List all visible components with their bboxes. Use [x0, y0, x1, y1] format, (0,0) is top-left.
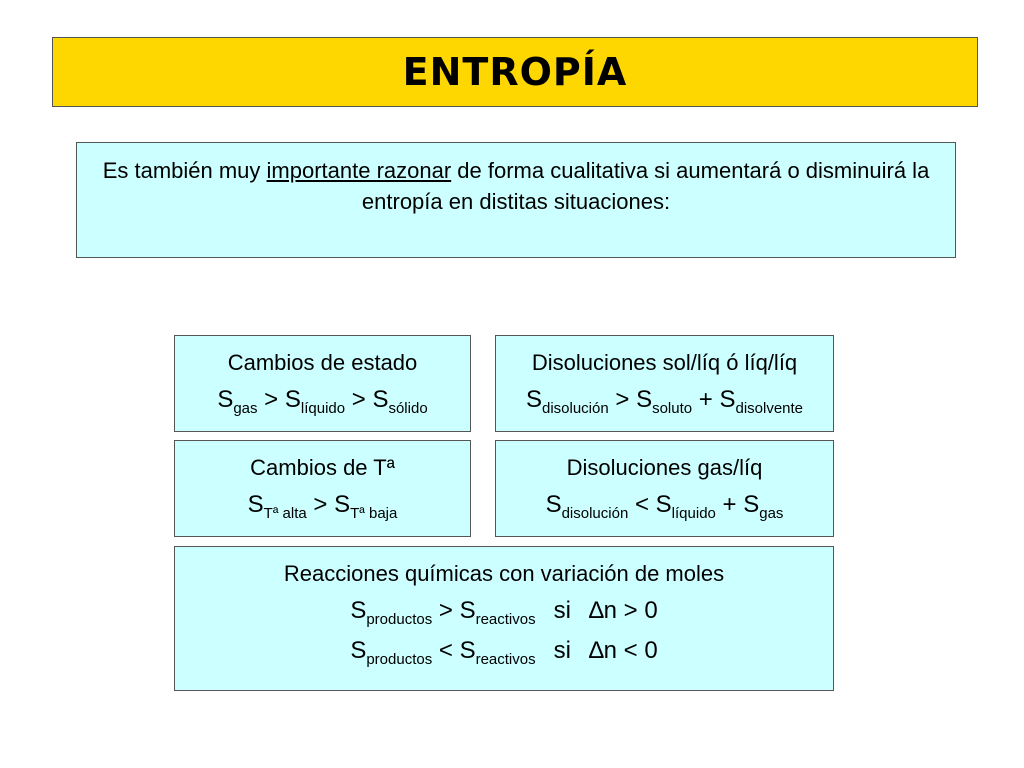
intro-text-part1: Es también muy — [102, 158, 267, 183]
subscript: disolución — [561, 505, 629, 522]
subscript: Tª alta — [263, 505, 307, 522]
entropy-formula-negative — [175, 637, 833, 668]
intro-text-part2: de forma cualitativa si aumentará o disminuirá la entropía en distitas situaciones: — [361, 158, 930, 214]
entropy-formula-positive — [175, 597, 833, 628]
symbol-s: S — [217, 386, 234, 413]
symbol-s: S — [743, 491, 760, 518]
subscript: gas — [233, 400, 258, 417]
card-reacciones-quimicas — [174, 546, 834, 691]
card-cambios-estado — [174, 335, 471, 432]
delta-condition: ∆n < 0 — [588, 637, 658, 664]
delta-condition: ∆n > 0 — [588, 597, 658, 624]
condition-word: si — [553, 637, 571, 664]
symbol-s: S — [284, 386, 301, 413]
operator: < — [432, 637, 460, 664]
operator: > — [345, 386, 373, 413]
subscript: reactivos — [475, 611, 536, 628]
condition-word: si — [553, 597, 571, 624]
subscript: líquido — [671, 505, 716, 522]
entropy-formula — [175, 386, 470, 417]
subscript: soluto — [652, 400, 693, 417]
entropy-formula — [496, 386, 833, 417]
symbol-s: S — [334, 491, 351, 518]
subscript: gas — [759, 505, 784, 522]
operator: > — [432, 597, 460, 624]
card-heading: Disoluciones gas/líq — [566, 455, 763, 480]
subscript: productos — [366, 651, 433, 668]
operator: > — [306, 491, 335, 518]
symbol-s: S — [459, 637, 476, 664]
card-heading: Cambios de estado — [227, 350, 418, 375]
operator: + — [692, 386, 720, 413]
symbol-s: S — [372, 386, 389, 413]
symbol-s: S — [350, 597, 367, 624]
symbol-s: S — [459, 597, 476, 624]
subscript: sólido — [388, 400, 428, 417]
card-cambios-temperatura — [174, 440, 471, 537]
symbol-s: S — [247, 491, 264, 518]
operator: + — [715, 491, 744, 518]
subscript: disolución — [541, 400, 609, 417]
subscript: líquido — [300, 400, 346, 417]
entropy-formula — [175, 491, 470, 522]
subscript: disolvente — [735, 400, 804, 417]
page-title: ENTROPÍA — [402, 50, 628, 94]
subscript: productos — [366, 611, 433, 628]
title-banner — [52, 37, 978, 107]
operator: > — [257, 386, 285, 413]
card-disoluciones-gas — [495, 440, 834, 537]
symbol-s: S — [636, 386, 653, 413]
symbol-s: S — [655, 491, 672, 518]
symbol-s: S — [350, 637, 367, 664]
subscript: reactivos — [475, 651, 536, 668]
operator: < — [628, 491, 656, 518]
card-heading: Reacciones químicas con variación de moles — [283, 561, 725, 586]
card-heading: Cambios de Tª — [250, 455, 395, 480]
entropy-formula — [496, 491, 833, 522]
card-disoluciones-sol — [495, 335, 834, 432]
subscript: Tª baja — [350, 505, 398, 522]
operator: > — [608, 386, 637, 413]
symbol-s: S — [525, 386, 542, 413]
intro-text-underlined: importante razonar — [266, 158, 452, 183]
card-heading: Disoluciones sol/líq ó líq/líq — [531, 350, 798, 375]
intro-box — [76, 142, 956, 258]
symbol-s: S — [719, 386, 736, 413]
symbol-s: S — [545, 491, 562, 518]
